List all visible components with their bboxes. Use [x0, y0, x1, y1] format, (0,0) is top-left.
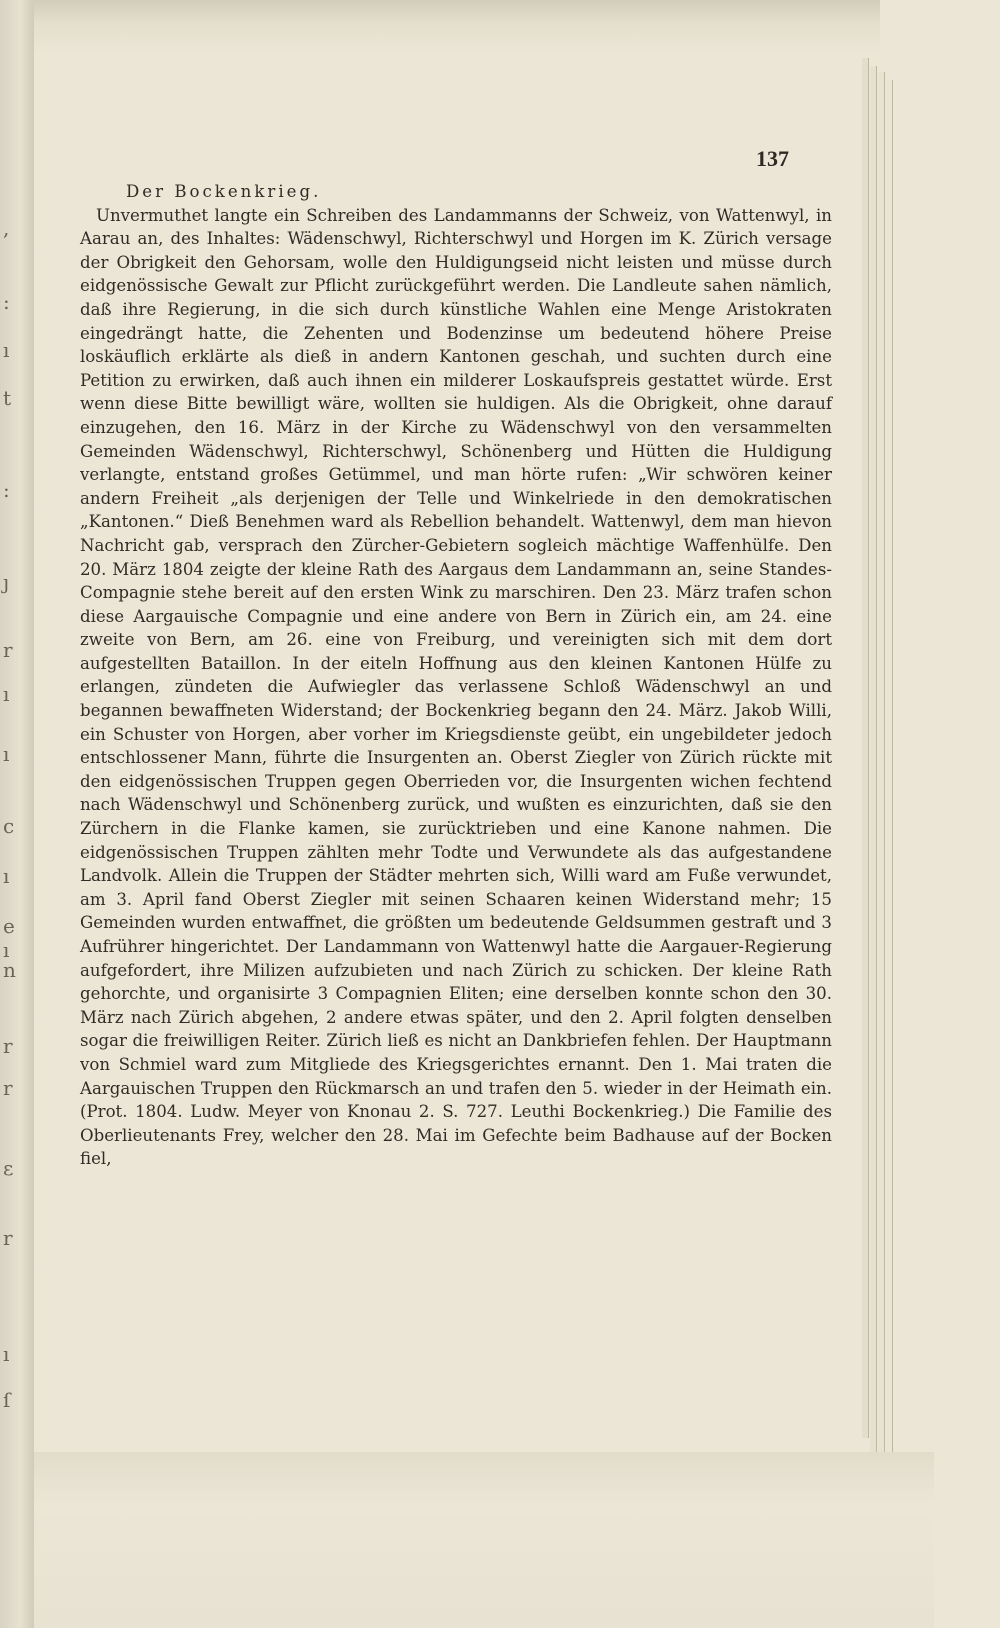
gutter-mark: r: [3, 1226, 13, 1250]
gutter-mark: e: [3, 914, 15, 938]
gutter-mark: ſ: [3, 1388, 11, 1412]
gutter-mark: :: [3, 478, 10, 502]
gutter-mark: ȷ: [3, 570, 10, 594]
page-edge: [878, 72, 885, 1482]
book-page-edges: [862, 58, 922, 1498]
gutter-mark: ε: [3, 1156, 14, 1180]
page-bottom-margin: [34, 1452, 934, 1628]
page-edge: [870, 66, 877, 1461]
gutter-mark: r: [3, 638, 13, 662]
gutter-mark: t: [3, 386, 12, 410]
gutter-mark: :: [3, 290, 10, 314]
gutter-mark: ı: [3, 338, 10, 362]
gutter-mark: c: [3, 814, 15, 838]
left-gutter-bleed: [0, 0, 34, 1628]
gutter-mark: ı: [3, 864, 10, 888]
body-paragraph: Unvermuthet langte ein Schreiben des Landammanns der Schweiz, von Wattenwyl, in Aarau an, des Inhaltes: Wädenschwyl, Richterschwyl und Horgen im K. Zürich versage der Obrigkeit den Gehorsam, wolle den Huldigungseid nicht leisten und müsse durch eidgenössische Gewalt zur Pflicht zurückgeführt werden. Die Landleute sahen nämlich, daß ihre Regierung, in die sich durch künstliche Wahlen eine Menge Aristokraten eingedrängt hatte, die Zehenten und Bodenzinse um bedeutend höhere Preise loskäuflich erklärte als dieß in andern Kantonen geschah, und suchten durch eine Petition zu erwirken, daß auch ihnen ein milderer Loskaufspreis gestattet würde. Erst wenn diese Bitte bewilligt wäre, wollten sie huldigen. Als die Obrigkeit, ohne darauf einzugehen, den 16. März in der Kirche zu Wädenschwyl von den versammelten Gemeinden Wädenschwyl, Richterschwyl, Schönenberg und Hütten die Huldigung verlangte, entstand großes Getümmel, und man hörte rufen: „Wir schwören keiner andern Freiheit „als derjenigen der Telle und Winkelriede in den demokratischen „Kantonen.“ Dieß Benehmen ward als Rebellion behandelt. Wattenwyl, dem man hievon Nachricht gab, versprach den Zürcher-Gebietern sogleich mächtige Waffenhülfe. Den 20. März 1804 zeigte der kleine Rath des Aargaus dem Landammann an, seine Standes-Compagnie stehe bereit auf den ersten Wink zu marschiren. Den 23. März trafen schon diese Aargauische Compagnie und eine andere von Bern in Zürich ein, am 24. eine zweite von Bern, am 26. eine von Freiburg, und vereinigten sich mit dem dort aufgestellten Bataillon. In der eiteln Hoffnung aus den kleinen Kantonen Hülfe zu erlangen, zündeten die Aufwiegler das verlassene Schloß Wädenschwyl an und begannen bewaffneten Widerstand; der Bockenkrieg begann den 24. März. Jakob Willi, ein Schuster von Horgen, aber vorher im Kriegsdienste geübt, ein ungebildeter jedoch entschlossener Mann, führte die Insurgenten an. Oberst Ziegler von Zürich rückte mit den eidgenössischen Truppen gegen Oberrieden vor, die Insurgenten wichen fechtend nach Wädenschwyl und Schönenberg zurück, und wußten es einzurichten, daß sie den Zürchern in die Flanke kamen, sie zurücktrieben und eine Kanone nahmen. Die eidgenössischen Truppen zählten mehr Todte und Verwundete als das aufgestandene Landvolk. Allein die Truppen der Städter mehrten sich, Willi ward am Fuße verwundet, am 3. April fand Oberst Ziegler mit seinen Schaaren keinen Widerstand mehr; 15 Gemeinden wurden entwaffnet, die größten um bedeutende Geldsummen gestraft und 3 Aufrührer hingerichtet. Der Landammann von Wattenwyl hatte die Aargauer-Regierung aufgefordert, ihre Milizen aufzubieten und nach Zürich zu schicken. Der kleine Rath gehorchte, und organisirte 3 Compagnien Eliten; eine derselben konnte schon den 30. März nach Zürich abgehen, 2 andere etwas später, und den 2. April folgten denselben sogar die freiwilligen Reiter. Zürich ließ es nicht an Dankbriefen fehlen. Der Hauptmann von Schmiel ward zum Mitgliede des Kriegsgerichtes ernannt. Den 1. Mai traten die Aargauischen Truppen den Rückmarsch an und trafen den 5. wieder in der Heimath ein. (Prot. 1804. Ludw. Meyer von Knonau 2. S. 727. Leuthi Bockenkrieg.) Die Familie des Oberlieutenants Frey, welcher den 28. Mai im Gefechte beim Badhause auf der Bocken fiel,: [80, 205, 832, 1169]
gutter-mark: ı: [3, 1342, 10, 1366]
gutter-mark: ı: [3, 742, 10, 766]
page-number: 137: [756, 146, 789, 171]
gutter-mark: n: [3, 958, 16, 982]
book-page: [34, 0, 862, 1452]
gutter-mark: r: [3, 1076, 13, 1100]
page-edge: [862, 58, 869, 1438]
section-heading: Der Bockenkrieg.: [126, 182, 322, 201]
gutter-mark: ,: [3, 216, 10, 240]
page-body: [80, 180, 832, 1171]
gutter-mark: ı: [3, 938, 10, 962]
gutter-mark: r: [3, 1034, 13, 1058]
gutter-mark: ı: [3, 682, 10, 706]
page-edge: [886, 80, 893, 1500]
